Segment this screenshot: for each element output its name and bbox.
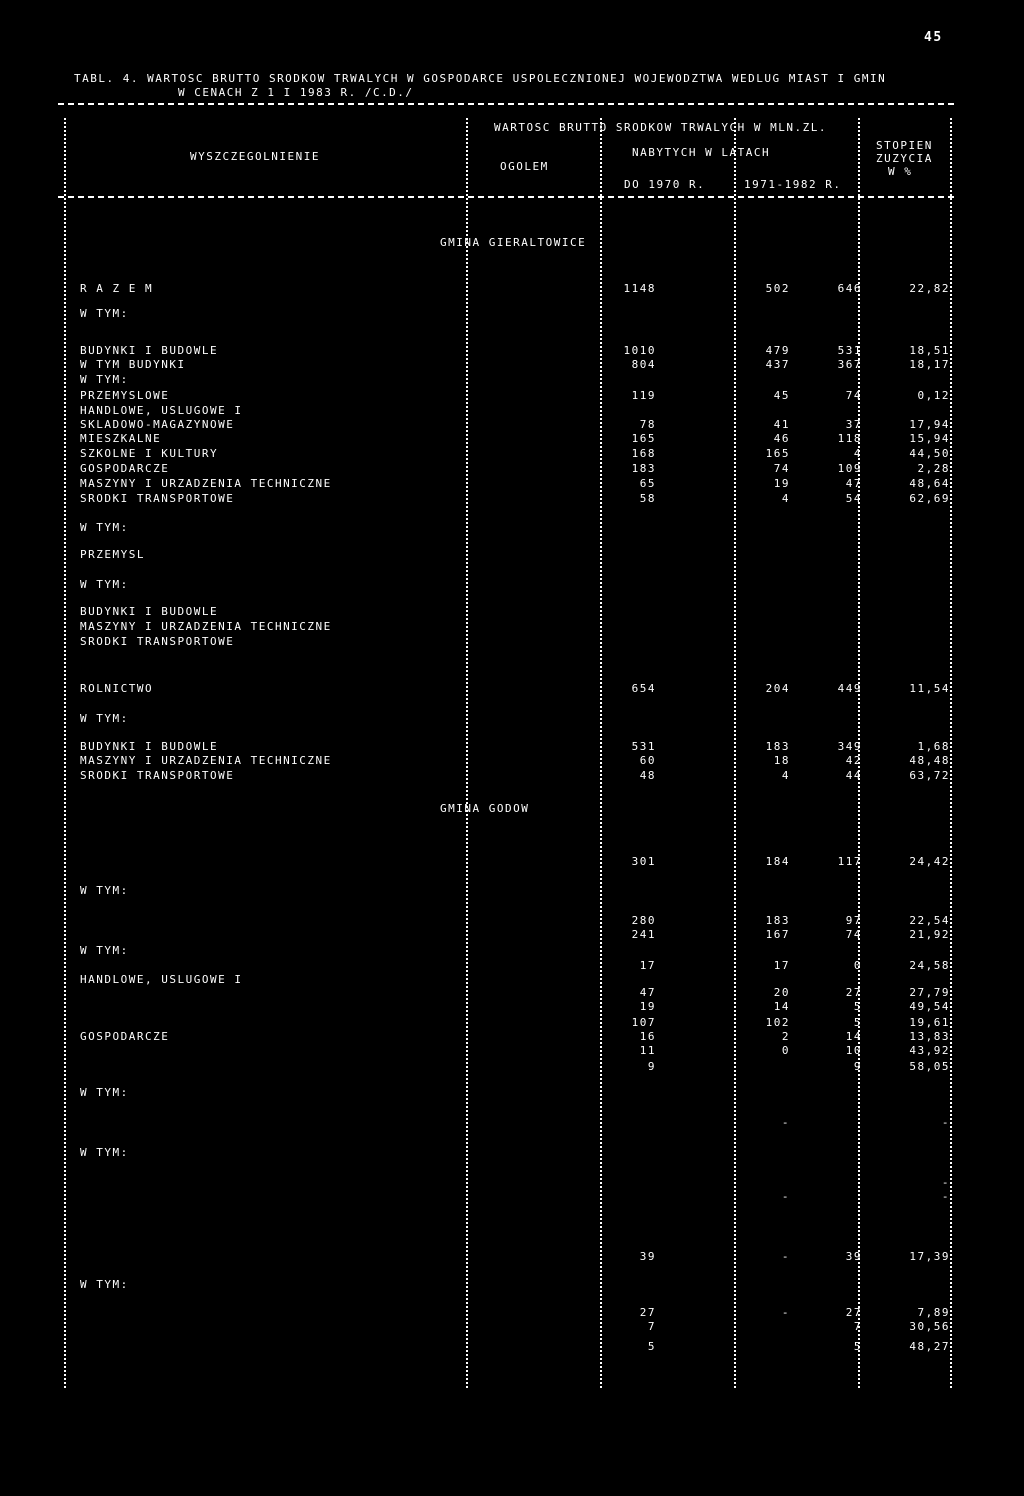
value-total: 119 bbox=[631, 389, 656, 402]
row-label: SRODKI TRANSPORTOWE bbox=[80, 492, 235, 505]
table-row bbox=[74, 740, 954, 754]
table-row bbox=[74, 307, 954, 321]
value-do-1970: - bbox=[781, 1116, 790, 1129]
table-row bbox=[74, 1340, 954, 1354]
value-wear: 24,58 bbox=[909, 959, 950, 972]
value-1971-1982: 74 bbox=[845, 928, 862, 941]
value-wear: 44,50 bbox=[909, 447, 950, 460]
value-total: 165 bbox=[631, 432, 656, 445]
value-total: 107 bbox=[631, 1016, 656, 1029]
table-row bbox=[74, 477, 954, 491]
title-line-2: W CENACH Z 1 I 1983 R. /C.D./ bbox=[178, 86, 414, 99]
value-wear: 19,61 bbox=[909, 1016, 950, 1029]
value-wear: 48,48 bbox=[909, 754, 950, 767]
value-wear: 22,54 bbox=[909, 914, 950, 927]
value-1971-1982: 449 bbox=[837, 682, 862, 695]
value-1971-1982: 97 bbox=[845, 914, 862, 927]
row-label: W TYM: bbox=[80, 884, 129, 897]
table-row bbox=[74, 884, 954, 898]
row-label: MASZYNY I URZADZENIA TECHNICZNE bbox=[80, 620, 332, 633]
row-label: R A Z E M bbox=[80, 282, 154, 295]
table-row bbox=[74, 712, 954, 726]
value-do-1970: 41 bbox=[773, 418, 790, 431]
value-wear: 1,68 bbox=[917, 740, 950, 753]
table-row bbox=[74, 548, 954, 562]
value-1971-1982: 14 bbox=[845, 1030, 862, 1043]
row-label: SKLADOWO-MAGAZYNOWE bbox=[80, 418, 235, 431]
value-total: 301 bbox=[631, 855, 656, 868]
value-1971-1982: 39 bbox=[845, 1250, 862, 1263]
value-total: 11 bbox=[639, 1044, 656, 1057]
table-row bbox=[74, 1320, 954, 1334]
value-1971-1982: 54 bbox=[845, 492, 862, 505]
row-label: MASZYNY I URZADZENIA TECHNICZNE bbox=[80, 754, 332, 767]
row-label: W TYM: bbox=[80, 944, 129, 957]
value-wear: 22,82 bbox=[909, 282, 950, 295]
row-label: GOSPODARCZE bbox=[80, 1030, 170, 1043]
value-do-1970: 204 bbox=[765, 682, 790, 695]
table-row bbox=[74, 635, 954, 649]
table-row bbox=[74, 855, 954, 869]
header-wear-3: W % bbox=[888, 165, 913, 178]
table-row bbox=[74, 1278, 954, 1292]
table-row bbox=[74, 605, 954, 619]
value-1971-1982: 42 bbox=[845, 754, 862, 767]
value-wear: 30,56 bbox=[909, 1320, 950, 1333]
title-line-1: TABL. 4. WARTOSC BRUTTO SRODKOW TRWALYCH W GOSPODARCE USPOLECZNIONEJ WOJEWODZTWA WEDLUG MIAST I GMIN bbox=[74, 72, 887, 85]
value-total: 1010 bbox=[623, 344, 656, 357]
value-do-1970: - bbox=[781, 1250, 790, 1263]
value-1971-1982: 74 bbox=[845, 389, 862, 402]
value-total: 16 bbox=[639, 1030, 656, 1043]
table-title bbox=[74, 72, 886, 100]
row-label: MASZYNY I URZADZENIA TECHNICZNE bbox=[80, 477, 332, 490]
value-do-1970: 165 bbox=[765, 447, 790, 460]
header-acquired: NABYTYCH W LATACH bbox=[632, 146, 771, 159]
value-total: 168 bbox=[631, 447, 656, 460]
row-label: W TYM: bbox=[80, 1278, 129, 1291]
value-do-1970: 4 bbox=[781, 492, 790, 505]
row-label: MIESZKALNE bbox=[80, 432, 162, 445]
table-row bbox=[74, 462, 954, 476]
value-wear: 17,39 bbox=[909, 1250, 950, 1263]
value-wear: 49,54 bbox=[909, 1000, 950, 1013]
value-wear: 62,69 bbox=[909, 492, 950, 505]
header-rule bbox=[58, 196, 954, 198]
page-number: 45 bbox=[924, 30, 943, 45]
value-do-1970: 17 bbox=[773, 959, 790, 972]
value-1971-1982: 44 bbox=[845, 769, 862, 782]
row-label: BUDYNKI I BUDOWLE bbox=[80, 740, 219, 753]
value-wear: 21,92 bbox=[909, 928, 950, 941]
header-wear-1: STOPIEN bbox=[876, 139, 933, 152]
value-1971-1982: 646 bbox=[837, 282, 862, 295]
value-total: 47 bbox=[639, 986, 656, 999]
table-row bbox=[74, 358, 954, 372]
header-until-1970: DO 1970 R. bbox=[624, 178, 706, 191]
value-wear: 58,05 bbox=[909, 1060, 950, 1073]
row-label: W TYM: bbox=[80, 373, 129, 386]
table-row bbox=[74, 928, 954, 942]
table-row bbox=[74, 282, 954, 296]
table-row bbox=[74, 769, 954, 783]
value-do-1970: 102 bbox=[765, 1016, 790, 1029]
value-wear: 15,94 bbox=[909, 432, 950, 445]
top-rule bbox=[58, 103, 954, 105]
table-row bbox=[74, 682, 954, 696]
table-row bbox=[74, 986, 954, 1000]
table-row bbox=[74, 959, 954, 973]
table-row bbox=[74, 1208, 954, 1222]
row-label: GOSPODARCZE bbox=[80, 462, 170, 475]
value-wear: 0,12 bbox=[917, 389, 950, 402]
value-total: 280 bbox=[631, 914, 656, 927]
header-1971-1982: 1971-1982 R. bbox=[744, 178, 842, 191]
table-row bbox=[74, 620, 954, 634]
table-row bbox=[74, 1190, 954, 1204]
header-total: OGOLEM bbox=[500, 160, 549, 173]
value-total: 58 bbox=[639, 492, 656, 505]
value-wear: 13,83 bbox=[909, 1030, 950, 1043]
border-left bbox=[64, 118, 66, 1388]
table-row bbox=[74, 1044, 954, 1058]
table-row bbox=[74, 1030, 954, 1044]
table-row bbox=[74, 754, 954, 768]
table-row bbox=[74, 1250, 954, 1264]
value-total: 60 bbox=[639, 754, 656, 767]
table-row bbox=[74, 1016, 954, 1030]
value-total: 531 bbox=[631, 740, 656, 753]
value-wear: 63,72 bbox=[909, 769, 950, 782]
value-wear: 7,89 bbox=[917, 1306, 950, 1319]
value-1971-1982: 0 bbox=[853, 959, 862, 972]
value-do-1970: 18 bbox=[773, 754, 790, 767]
table-row bbox=[74, 973, 954, 987]
table-row bbox=[74, 578, 954, 592]
header-wear-2: ZUZYCIA bbox=[876, 152, 933, 165]
table-row bbox=[74, 447, 954, 461]
value-total: 48 bbox=[639, 769, 656, 782]
value-1971-1982: 47 bbox=[845, 477, 862, 490]
value-1971-1982: 349 bbox=[837, 740, 862, 753]
table-row bbox=[74, 944, 954, 958]
value-do-1970: 479 bbox=[765, 344, 790, 357]
value-wear: 27,79 bbox=[909, 986, 950, 999]
value-total: 27 bbox=[639, 1306, 656, 1319]
table-row bbox=[74, 373, 954, 387]
value-1971-1982: 118 bbox=[837, 432, 862, 445]
value-1971-1982: 7 bbox=[853, 1320, 862, 1333]
value-do-1970: - bbox=[781, 1190, 790, 1203]
value-1971-1982: 27 bbox=[845, 986, 862, 999]
value-do-1970: 20 bbox=[773, 986, 790, 999]
table-row bbox=[74, 432, 954, 446]
row-label: HANDLOWE, USLUGOWE I bbox=[80, 404, 243, 417]
value-do-1970: - bbox=[781, 1306, 790, 1319]
table-row bbox=[74, 1086, 954, 1100]
value-1971-1982: 9 bbox=[853, 1060, 862, 1073]
value-1971-1982: 4 bbox=[853, 447, 862, 460]
table-row bbox=[74, 521, 954, 535]
value-total: 65 bbox=[639, 477, 656, 490]
value-wear: 11,54 bbox=[909, 682, 950, 695]
value-wear: 2,28 bbox=[917, 462, 950, 475]
value-do-1970: 183 bbox=[765, 740, 790, 753]
value-1971-1982: 117 bbox=[837, 855, 862, 868]
value-total: 7 bbox=[647, 1320, 656, 1333]
value-total: 804 bbox=[631, 358, 656, 371]
value-total: 1148 bbox=[623, 282, 656, 295]
value-total: 39 bbox=[639, 1250, 656, 1263]
row-label: SRODKI TRANSPORTOWE bbox=[80, 769, 235, 782]
col-header-label: WYSZCZEGOLNIENIE bbox=[190, 150, 320, 163]
table-row bbox=[74, 418, 954, 432]
value-wear: 18,17 bbox=[909, 358, 950, 371]
value-total: 5 bbox=[647, 1340, 656, 1353]
table-row bbox=[74, 1146, 954, 1160]
value-total: 654 bbox=[631, 682, 656, 695]
value-do-1970: 74 bbox=[773, 462, 790, 475]
value-1971-1982: 37 bbox=[845, 418, 862, 431]
value-wear: 24,42 bbox=[909, 855, 950, 868]
value-wear: - bbox=[941, 1176, 950, 1189]
row-label: PRZEMYSLOWE bbox=[80, 389, 170, 402]
value-1971-1982: 5 bbox=[853, 1016, 862, 1029]
table-row bbox=[74, 1306, 954, 1320]
table-row bbox=[74, 1000, 954, 1014]
value-do-1970: 2 bbox=[781, 1030, 790, 1043]
value-wear: 17,94 bbox=[909, 418, 950, 431]
section-title-godow: GMINA GODOW bbox=[440, 802, 530, 815]
value-do-1970: 45 bbox=[773, 389, 790, 402]
value-1971-1982: 5 bbox=[853, 1000, 862, 1013]
value-total: 9 bbox=[647, 1060, 656, 1073]
row-label: BUDYNKI I BUDOWLE bbox=[80, 605, 219, 618]
table-row bbox=[74, 344, 954, 358]
table-row bbox=[74, 1060, 954, 1074]
value-wear: 48,64 bbox=[909, 477, 950, 490]
row-label: W TYM: bbox=[80, 1086, 129, 1099]
value-do-1970: 502 bbox=[765, 282, 790, 295]
value-wear: 48,27 bbox=[909, 1340, 950, 1353]
row-label: W TYM: bbox=[80, 1146, 129, 1159]
value-do-1970: 0 bbox=[781, 1044, 790, 1057]
value-wear: 18,51 bbox=[909, 344, 950, 357]
row-label: BUDYNKI I BUDOWLE bbox=[80, 344, 219, 357]
row-label: PRZEMYSL bbox=[80, 548, 145, 561]
value-total: 17 bbox=[639, 959, 656, 972]
row-label: SZKOLNE I KULTURY bbox=[80, 447, 219, 460]
table-row bbox=[74, 389, 954, 403]
value-wear: - bbox=[941, 1116, 950, 1129]
value-do-1970: 19 bbox=[773, 477, 790, 490]
value-do-1970: 4 bbox=[781, 769, 790, 782]
value-1971-1982: 5 bbox=[853, 1340, 862, 1353]
value-wear: - bbox=[941, 1190, 950, 1203]
value-total: 19 bbox=[639, 1000, 656, 1013]
row-label: SRODKI TRANSPORTOWE bbox=[80, 635, 235, 648]
table-row bbox=[74, 404, 954, 418]
row-label: W TYM: bbox=[80, 578, 129, 591]
value-total: 241 bbox=[631, 928, 656, 941]
table-row bbox=[74, 1176, 954, 1190]
row-label: HANDLOWE, USLUGOWE I bbox=[80, 973, 243, 986]
value-do-1970: 437 bbox=[765, 358, 790, 371]
value-1971-1982: 27 bbox=[845, 1306, 862, 1319]
value-1971-1982: 109 bbox=[837, 462, 862, 475]
row-label: ROLNICTWO bbox=[80, 682, 154, 695]
value-1971-1982: 10 bbox=[845, 1044, 862, 1057]
row-label: W TYM BUDYNKI bbox=[80, 358, 186, 371]
row-label: W TYM: bbox=[80, 307, 129, 320]
table-row bbox=[74, 914, 954, 928]
section-title-gieraltowice: GMINA GIERALTOWICE bbox=[440, 236, 587, 249]
value-total: 183 bbox=[631, 462, 656, 475]
value-1971-1982: 531 bbox=[837, 344, 862, 357]
value-do-1970: 184 bbox=[765, 855, 790, 868]
value-1971-1982: 367 bbox=[837, 358, 862, 371]
table-row bbox=[74, 492, 954, 506]
value-wear: 43,92 bbox=[909, 1044, 950, 1057]
value-do-1970: 46 bbox=[773, 432, 790, 445]
value-do-1970: 14 bbox=[773, 1000, 790, 1013]
row-label: W TYM: bbox=[80, 521, 129, 534]
table-row bbox=[74, 1116, 954, 1130]
value-do-1970: 167 bbox=[765, 928, 790, 941]
header-value-title: WARTOSC BRUTTO SRODKOW TRWALYCH W MLN.ZL. bbox=[494, 121, 828, 134]
value-do-1970: 183 bbox=[765, 914, 790, 927]
value-total: 78 bbox=[639, 418, 656, 431]
row-label: W TYM: bbox=[80, 712, 129, 725]
